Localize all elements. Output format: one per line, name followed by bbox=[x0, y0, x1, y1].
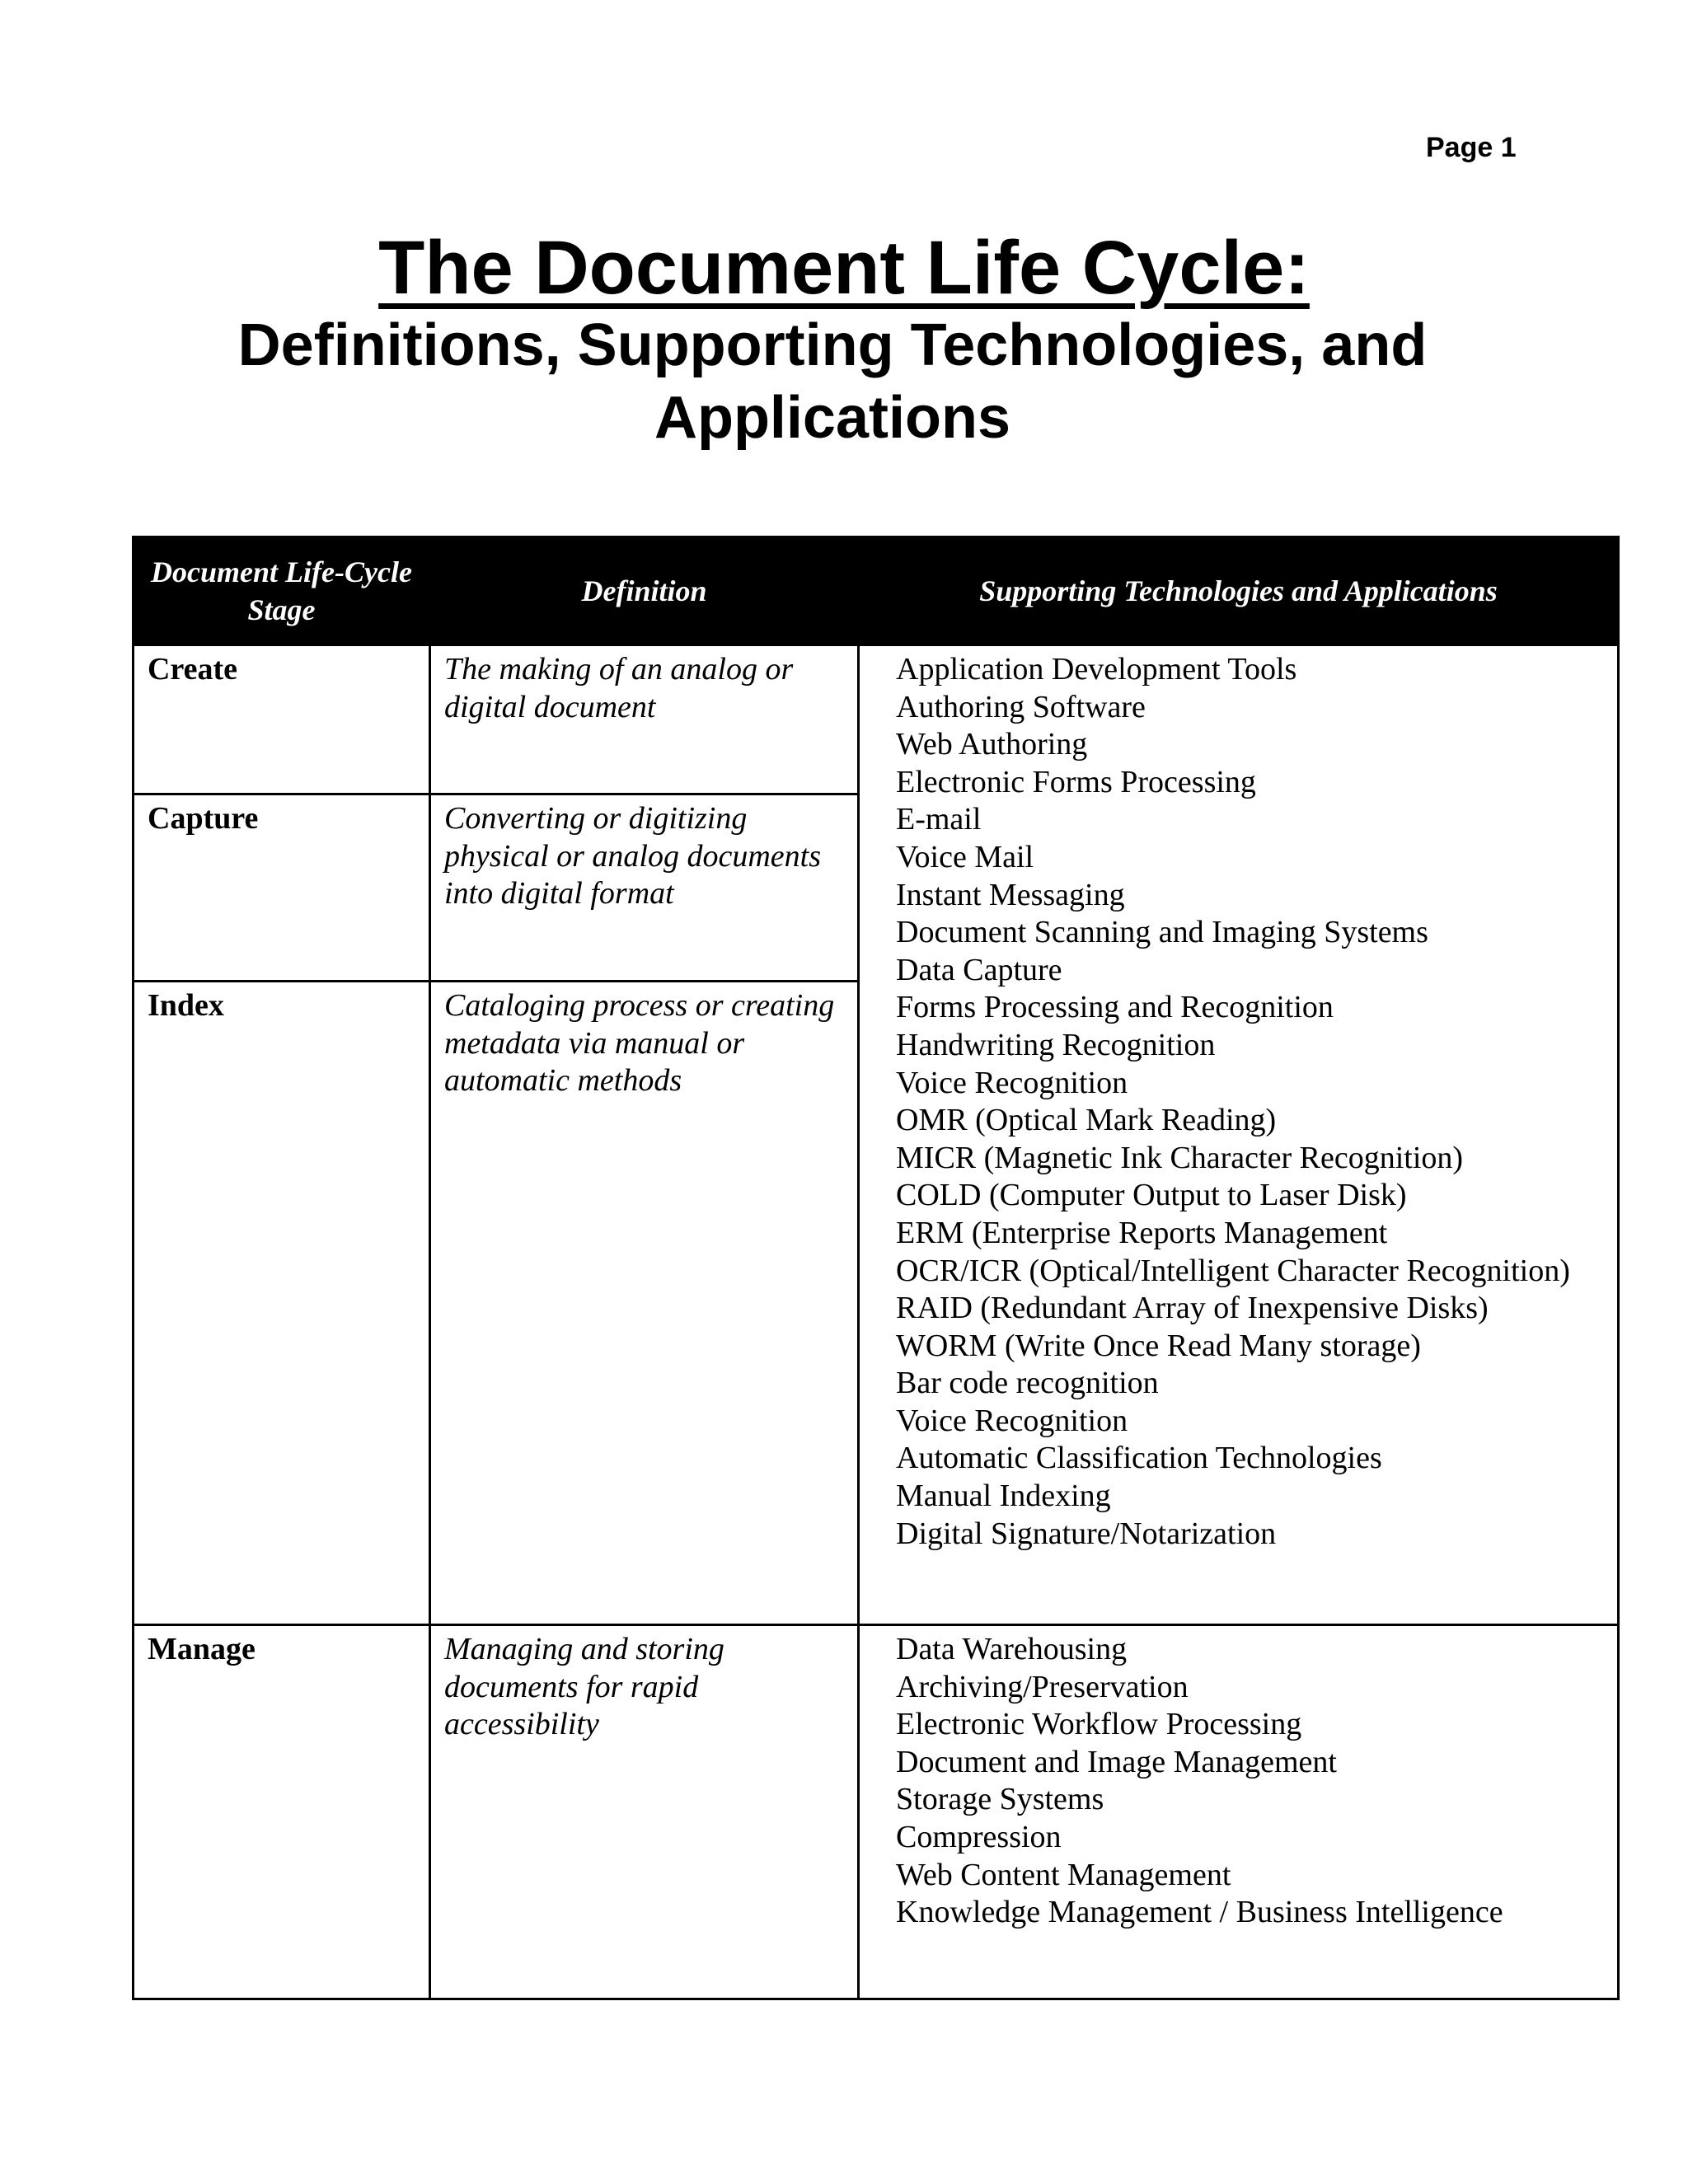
list-item: Electronic Workflow Processing bbox=[896, 1707, 1302, 1742]
technologies-list bbox=[859, 645, 1619, 1625]
list-item: Manual Indexing bbox=[896, 1479, 1111, 1514]
document-subtitle: Definitions, Supporting Technologies, and Applications bbox=[237, 312, 1428, 451]
list-item: Electronic Forms Processing bbox=[896, 764, 1256, 799]
list-item: Storage Systems bbox=[896, 1782, 1104, 1817]
list-item: ERM (Enterprise Reports Management bbox=[896, 1215, 1388, 1250]
stage-capture: Capture bbox=[134, 794, 430, 982]
list-item: Automatic Classification Technologies bbox=[896, 1441, 1382, 1476]
table-row bbox=[134, 1625, 1619, 1999]
list-item: Compression bbox=[896, 1819, 1062, 1854]
list-item: Voice Recognition bbox=[896, 1403, 1128, 1438]
list-item: Archiving/Preservation bbox=[896, 1669, 1189, 1704]
life-cycle-table bbox=[132, 536, 1620, 2000]
list-item: Web Content Management bbox=[896, 1857, 1231, 1892]
definition-create: The making of an analog or digital document bbox=[430, 645, 859, 794]
list-item: Bar code recognition bbox=[896, 1366, 1159, 1401]
list-item: Application Development Tools bbox=[896, 652, 1297, 687]
header-stage: Document Life-Cycle Stage bbox=[134, 537, 430, 645]
definition-capture: Converting or digitizing physical or analog documents into digital format bbox=[430, 794, 859, 982]
list-item: Web Authoring bbox=[896, 727, 1088, 762]
list-item: Data Capture bbox=[896, 952, 1062, 987]
list-item: MICR (Magnetic Ink Character Recognition) bbox=[896, 1140, 1464, 1175]
definition-manage: Managing and storing documents for rapid accessibility bbox=[430, 1625, 859, 1999]
stage-create: Create bbox=[134, 645, 430, 794]
list-item: Data Warehousing bbox=[896, 1632, 1128, 1666]
stage-index: Index bbox=[134, 982, 430, 1625]
list-item: Forms Processing and Recognition bbox=[896, 990, 1334, 1025]
list-item: E-mail bbox=[896, 802, 982, 837]
list-item: Voice Recognition bbox=[896, 1065, 1128, 1100]
list-item: OMR (Optical Mark Reading) bbox=[896, 1103, 1277, 1138]
stage-manage: Manage bbox=[134, 1625, 430, 1999]
list-item: Document and Image Management bbox=[896, 1744, 1337, 1779]
table-row bbox=[134, 645, 1619, 794]
definition-index: Cataloging process or creating metadata via manual or automatic methods bbox=[430, 982, 859, 1625]
list-item: Knowledge Management / Business Intelligence bbox=[896, 1895, 1503, 1930]
list-item: Instant Messaging bbox=[896, 877, 1125, 912]
document-title: The Document Life Cycle: bbox=[378, 226, 1310, 310]
list-item: Voice Mail bbox=[896, 839, 1034, 874]
list-item: Document Scanning and Imaging Systems bbox=[896, 915, 1428, 950]
list-item: COLD (Computer Output to Laser Disk) bbox=[896, 1178, 1407, 1213]
technologies-list-manage bbox=[859, 1625, 1619, 1999]
header-technologies: Supporting Technologies and Applications bbox=[859, 537, 1619, 645]
header-definition: Definition bbox=[430, 537, 859, 645]
list-item: Authoring Software bbox=[896, 689, 1146, 724]
table-header-row bbox=[134, 537, 1619, 645]
list-item: WORM (Write Once Read Many storage) bbox=[896, 1328, 1421, 1363]
list-item: Handwriting Recognition bbox=[896, 1027, 1216, 1062]
list-item: RAID (Redundant Array of Inexpensive Disks) bbox=[896, 1291, 1489, 1326]
page-number: Page 1 bbox=[1426, 132, 1517, 163]
list-item: OCR/ICR (Optical/Intelligent Character Recognition) bbox=[896, 1253, 1570, 1288]
list-item: Digital Signature/Notarization bbox=[896, 1516, 1277, 1551]
